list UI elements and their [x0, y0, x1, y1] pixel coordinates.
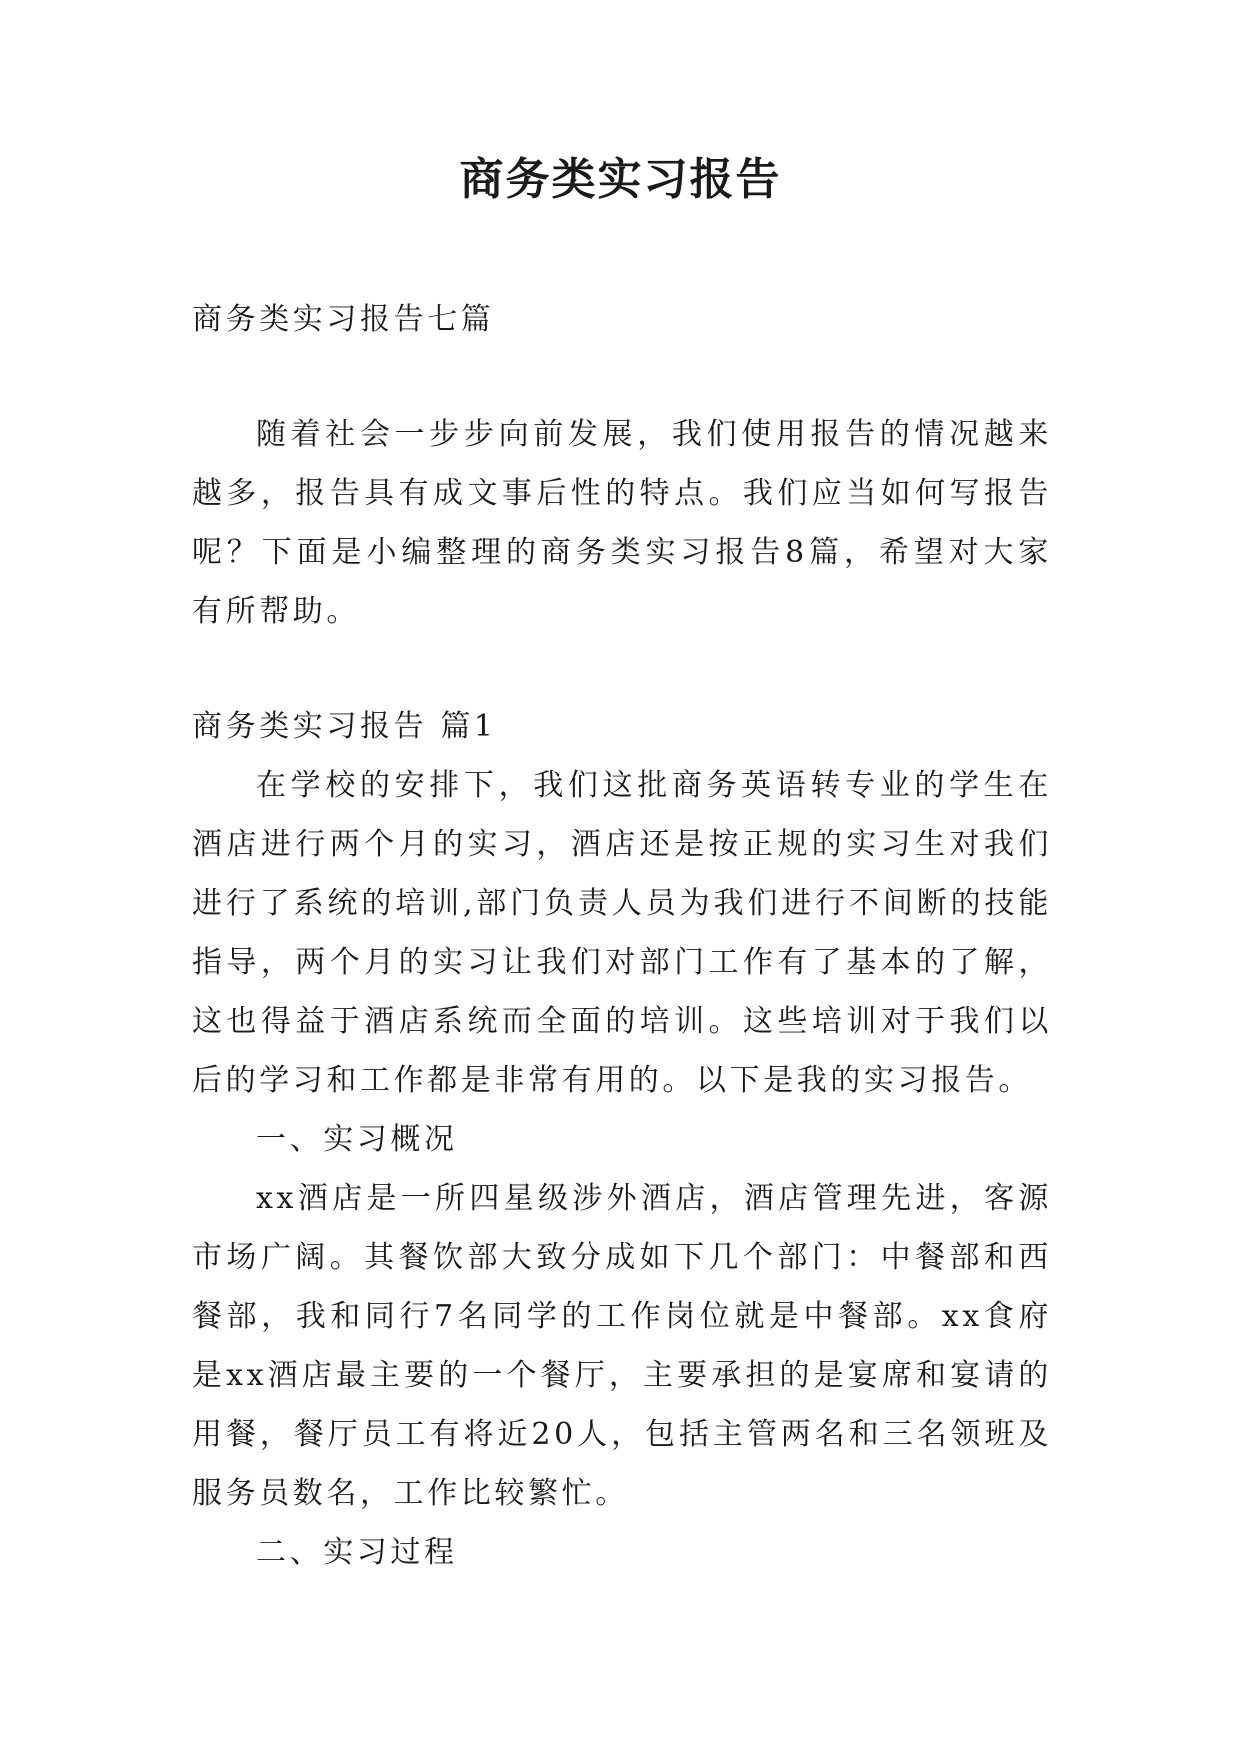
- section-subheading: 一、实习概况: [256, 1122, 458, 1157]
- document-title: 商务类实习报告: [459, 154, 782, 205]
- body-paragraph: xx酒店是一所四星级涉外酒店，酒店管理先进，客源市场广阔。其餐饮部大致分成如下几个部门：中餐部和西餐部，我和同行7名同学的工作岗位就是中餐部。xx食府是xx酒店最主要的一个餐厅，主要承担的是宴席和宴请的用餐，餐厅员工有将近20人，包括主管两名和三名领班及服务员数名，工作比较繁忙。: [192, 1181, 1052, 1511]
- document-subtitle: 商务类实习报告七篇: [192, 302, 495, 337]
- intro-paragraph: 随着社会一步步向前发展，我们使用报告的情况越来越多，报告具有成文事后性的特点。我们应当如何写报告呢？下面是小编整理的商务类实习报告8篇，希望对大家有所帮助。: [192, 417, 1052, 629]
- section-heading: 商务类实习报告 篇1: [192, 709, 497, 744]
- document-body: [192, 290, 1052, 1582]
- body-paragraph: 在学校的安排下，我们这批商务英语转专业的学生在酒店进行两个月的实习，酒店还是按正规的实习生对我们进行了系统的培训,部门负责人员为我们进行不间断的技能指导，两个月的实习让我们对部门工作有了基本的了解，这也得益于酒店系统而全面的培训。这些培训对于我们以后的学习和工作都是非常有用的。以下是我的实习报告。: [192, 768, 1052, 1098]
- section-subheading: 二、实习过程: [256, 1535, 458, 1570]
